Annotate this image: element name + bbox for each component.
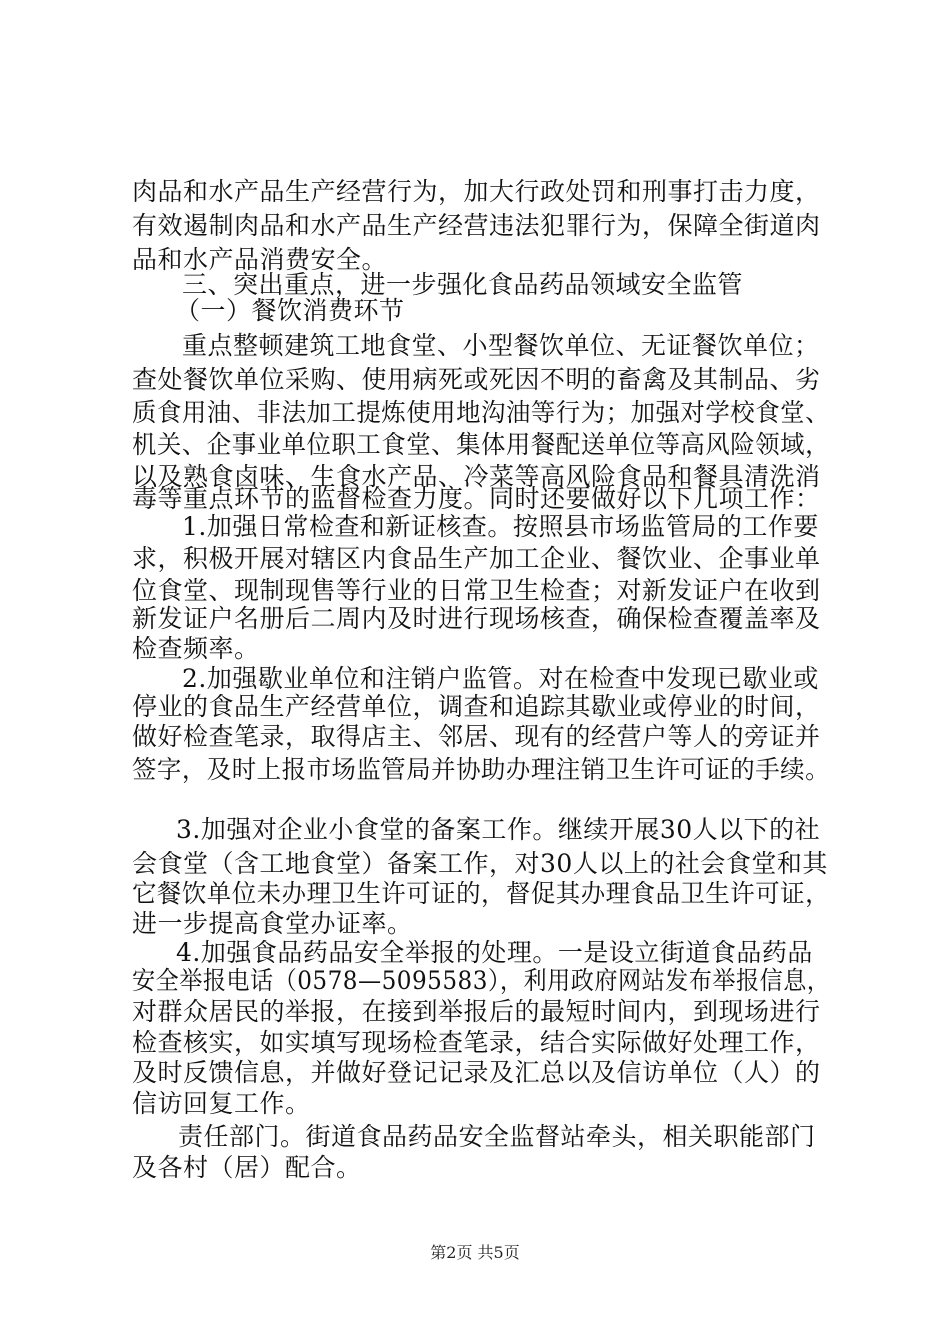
body-text-line: 对群众居民的举报，在接到举报后的最短时间内，到现场进行 [132, 997, 821, 1026]
body-text-line: 停业的食品生产经营单位，调查和追踪其歇业或停业的时间， [132, 692, 821, 721]
body-text-line: 安全举报电话（0578—5095583），利用政府网站发布举报信息， [132, 966, 831, 995]
body-text-line: 毒等重点环节的监督检查力度。同时还要做好以下几项工作： [132, 484, 821, 513]
body-text-line: 信访回复工作。 [132, 1089, 311, 1118]
body-text-line: 做好检查笔录，取得店主、邻居、现有的经营户等人的旁证并 [132, 722, 821, 751]
body-text-line: 查处餐饮单位采购、使用病死或死因不明的畜禽及其制品、劣 [132, 365, 821, 394]
body-text-line: 质食用油、非法加工提炼使用地沟油等行为；加强对学校食堂、 [132, 398, 831, 427]
body-text-line: 检查频率。 [132, 634, 260, 663]
body-text-line: 它餐饮单位未办理卫生许可证的，督促其办理食品卫生许可证， [132, 879, 831, 908]
body-text-line: 求，积极开展对辖区内食品生产加工企业、餐饮业、企事业单 [132, 544, 821, 573]
body-text-line: 会食堂（含工地食堂）备案工作，对30人以上的社会食堂和其 [132, 849, 828, 878]
section-heading: 三、突出重点，进一步强化食品药品领域安全监管 [182, 270, 744, 299]
body-text-line: 以及熟食卤味、生食水产品、冷菜等高风险食品和餐具清洗消 [132, 462, 821, 491]
list-item-3: 3.加强对企业小食堂的备案工作。继续开展30人以下的社 [176, 815, 821, 844]
responsibility-line: 责任部门。街道食品药品安全监督站牵头，相关职能部门 [178, 1122, 816, 1151]
body-text-line: 位食堂、现制现售等行业的日常卫生检查；对新发证户在收到 [132, 576, 821, 605]
body-text-line: 进一步提高食堂办证率。 [132, 909, 413, 938]
body-text-line: 及各村（居）配合。 [132, 1153, 362, 1182]
subsection-heading: （一）餐饮消费环节 [175, 296, 405, 325]
body-text-line: 检查核实，如实填写现场检查笔录，结合实际做好处理工作， [132, 1028, 821, 1057]
list-item-4: 4.加强食品药品安全举报的处理。一是设立街道食品药品 [176, 938, 813, 967]
body-text-line: 有效遏制肉品和水产品生产经营违法犯罪行为，保障全街道肉 [132, 211, 821, 240]
body-text-line: 重点整顿建筑工地食堂、小型餐饮单位、无证餐饮单位； [182, 331, 820, 360]
list-item-2: 2.加强歇业单位和注销户监管。对在检查中发现已歇业或 [182, 664, 819, 693]
body-text-line: 机关、企事业单位职工食堂、集体用餐配送单位等高风险领域， [132, 430, 831, 459]
body-text-line: 品和水产品消费安全。 [132, 245, 388, 274]
body-text-line: 及时反馈信息，并做好登记记录及汇总以及信访单位（人）的 [132, 1058, 821, 1087]
list-item-1: 1.加强日常检查和新证核查。按照县市场监管局的工作要 [182, 512, 819, 541]
page-number-footer: 第2页 共5页 [430, 1243, 520, 1262]
body-text-line: 签字，及时上报市场监管局并协助办理注销卫生许可证的手续。 [132, 755, 831, 784]
body-text-line: 新发证户名册后二周内及时进行现场核查，确保检查覆盖率及 [132, 604, 821, 633]
body-text-line: 肉品和水产品生产经营行为，加大行政处罚和刑事打击力度， [132, 177, 821, 206]
